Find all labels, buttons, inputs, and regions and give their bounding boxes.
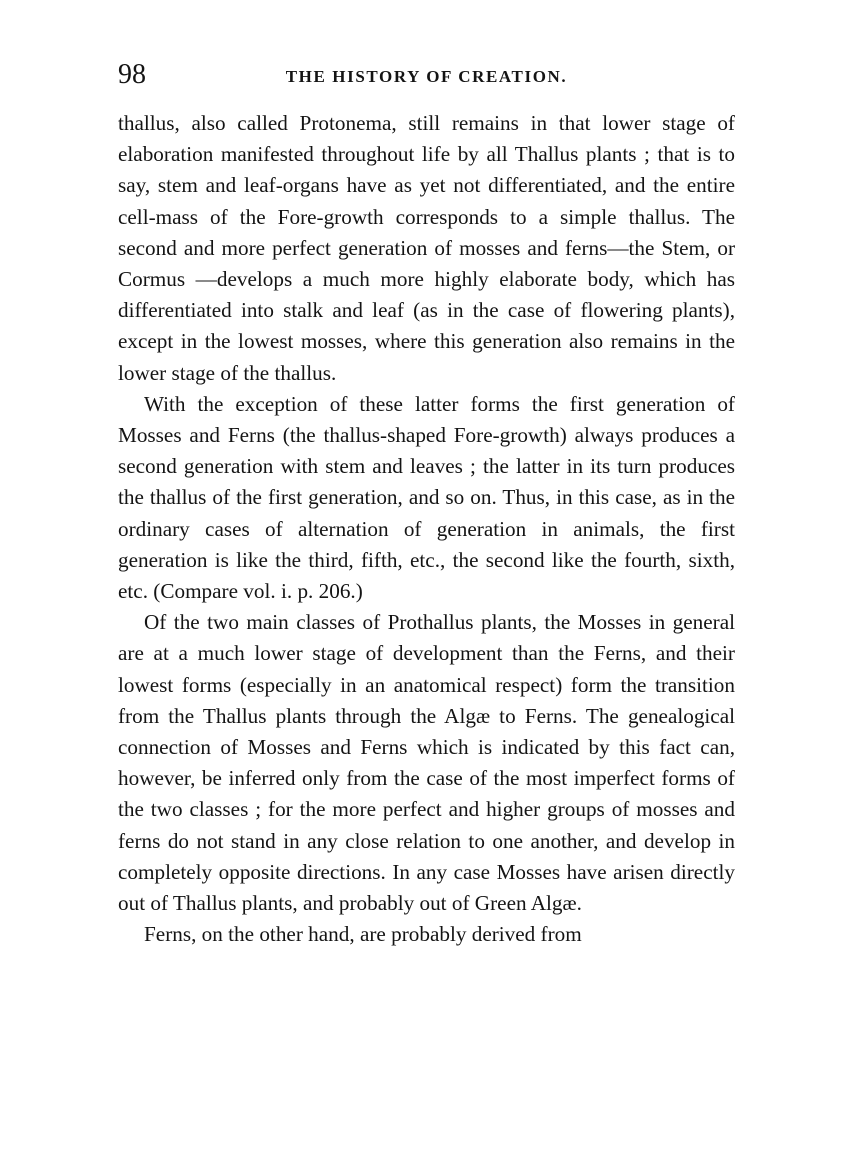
running-title: THE HISTORY OF CREATION.: [285, 67, 568, 86]
page-header: [118, 60, 735, 94]
page-number: 98: [118, 59, 146, 90]
paragraph-ferns-origin: Ferns, on the other hand, are probably derived from: [144, 922, 582, 947]
paragraph-prothallus-classes: Of the two main classes of Prothallus plants, the Mosses in general are at a much lower stage of development than the Ferns, and their lowest forms (especially in an anatomical respect) form the transition from the Thallus plants through the Algæ to Ferns. The genealogical connection of Mosses and Ferns which is indicated by this fact can, however, be inferred only from the case of the most imperfect forms of the two classes ; for the more perfect and higher groups of mosses and ferns do not stand in any close relation to one another, and develop in completely opposite directions. In any case Mosses have arisen directly out of Thallus plants, and probably out of Green Algæ.: [118, 610, 735, 916]
paragraph-alternation: With the exception of these latter forms the first generation of Mosses and Ferns (the thallus-shaped Fore-growth) always produces a second generation with stem and leaves ; the latter in its turn produces the thallus of the first generation, and so on. Thus, in this case, as in the ordinary cases of alternation of generation in animals, the first generation is like the third, fifth, etc., the second like the fourth, sixth, etc. (Compare vol. i. p. 206.): [118, 391, 735, 604]
paragraph-continuation: thallus, also called Protonema, still remains in that lower stage of elaboration manifested throughout life by all Thallus plants ; that is to say, stem and leaf-organs have as yet not differentiated, and the entire cell-mass of the Fore-growth corresponds to a simple thallus. The second and more perfect generation of mosses and ferns—the Stem, or Cormus —develops a much more highly elaborate body, which has differentiated into stalk and leaf (as in the case of flowering plants), except in the lowest mosses, where this generation also remains in the lower stage of the thallus.: [118, 111, 735, 385]
book-page: [118, 60, 735, 950]
body-text: [118, 108, 735, 950]
